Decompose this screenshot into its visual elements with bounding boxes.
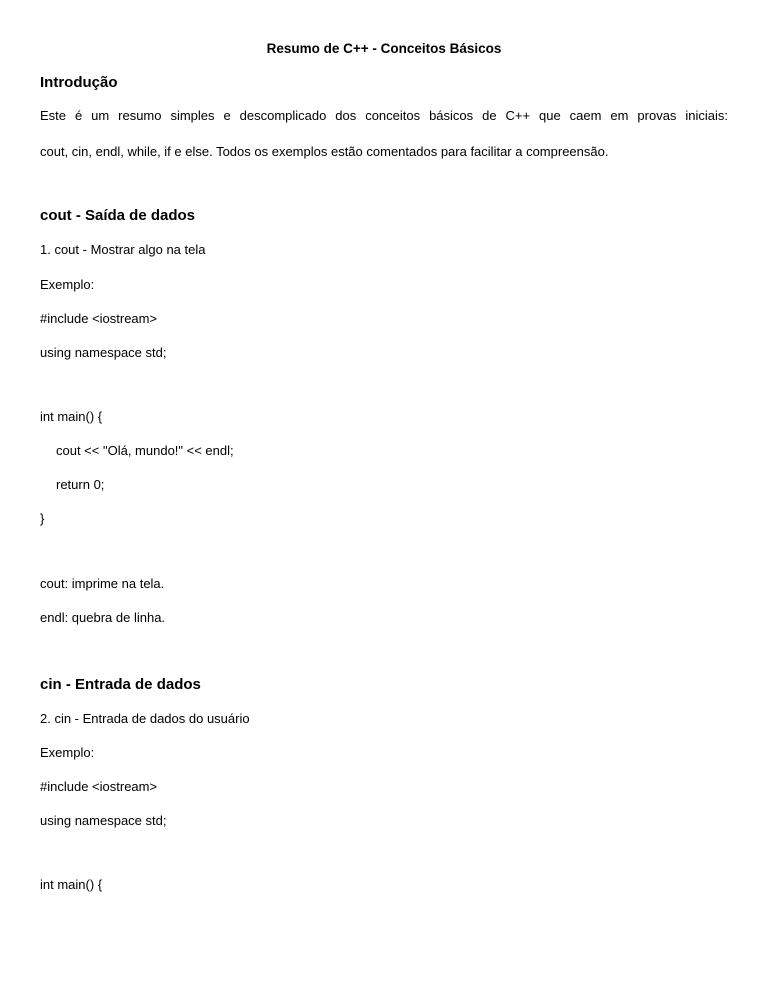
- cin-section-heading: cin - Entrada de dados: [40, 676, 201, 693]
- cout-section-heading: cout - Saída de dados: [40, 207, 196, 224]
- cout-example-label: Exemplo:: [40, 277, 95, 292]
- code-line: return 0;: [56, 477, 105, 492]
- endl-note: endl: quebra de linha.: [40, 610, 166, 625]
- intro-heading: Introdução: [40, 74, 118, 91]
- cin-item-title: 2. cin - Entrada de dados do usuário: [40, 711, 250, 726]
- document-title: Resumo de C++ - Conceitos Básicos: [266, 41, 502, 56]
- intro-paragraph-line-1: Este é um resumo simples e descomplicado dos conceitos básicos de C++ que caem em provas iniciais:: [40, 108, 728, 123]
- cin-example-label: Exemplo:: [40, 745, 95, 760]
- code-line: }: [40, 511, 45, 526]
- code-line: #include <iostream>: [40, 311, 158, 326]
- code-line: using namespace std;: [40, 813, 167, 828]
- code-line: int main() {: [40, 877, 103, 892]
- code-line: int main() {: [40, 409, 103, 424]
- intro-paragraph-line-2: cout, cin, endl, while, if e else. Todos os exemplos estão comentados para facilitar a compreensão.: [40, 144, 609, 159]
- cout-item-title: 1. cout - Mostrar algo na tela: [40, 242, 206, 257]
- code-line: cout << "Olá, mundo!" << endl;: [56, 443, 234, 458]
- cout-note: cout: imprime na tela.: [40, 576, 165, 591]
- code-line: using namespace std;: [40, 345, 167, 360]
- code-line: #include <iostream>: [40, 779, 158, 794]
